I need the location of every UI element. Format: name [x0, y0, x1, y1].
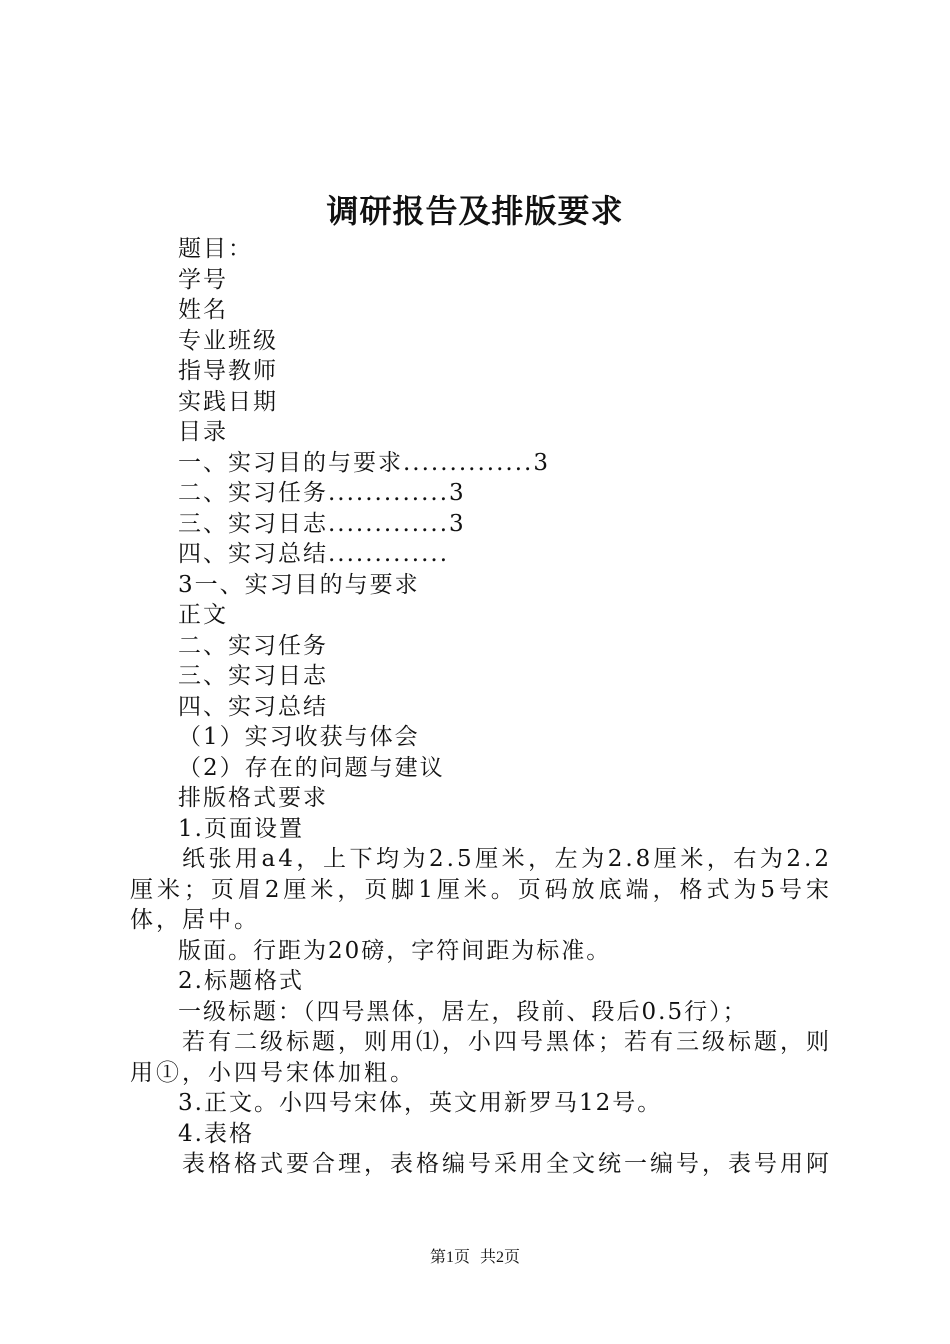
document-body [130, 234, 832, 1180]
subsection-heading: （1）实习收获与体会 [178, 724, 420, 750]
toc-item: 一、实习目的与要求..............3 [178, 449, 550, 476]
format-heading: 排版格式要求 [178, 785, 328, 811]
paragraph-level23: 若有二级标题，则用⑴，小四号黑体；若有三级标题，则用①，小四号宋体加粗。 [130, 1029, 832, 1086]
format-subheading: 4.表格 [178, 1120, 254, 1147]
page-total: 共2页 [480, 1249, 521, 1266]
section-heading: 二、实习任务 [178, 632, 328, 659]
field-topic: 题目： [178, 236, 253, 262]
paragraph-page-setup: 纸张用a4，上下均为2.5厘米，左为2.8厘米，右为2.2厘米；页眉2厘米，页脚1厘米。页码放底端，格式为5号宋体，居中。 [130, 846, 832, 933]
section-heading: 四、实习总结 [178, 693, 328, 720]
page-number: 第1页 [429, 1249, 470, 1266]
toc-item: 三、实习日志.............3 [178, 510, 466, 537]
field-date: 实践日期 [178, 388, 278, 415]
paragraph-level1: 一级标题：（四号黑体，居左，段前、段后0.5行）； [178, 998, 748, 1025]
subsection-heading: （2）存在的问题与建议 [178, 754, 445, 781]
section-heading: 3一、实习目的与要求 [178, 571, 420, 598]
paragraph-layout: 版面。行距为20磅，字符间距为标准。 [178, 937, 612, 964]
section-heading: 三、实习日志 [178, 663, 328, 689]
toc-item: 二、实习任务.............3 [178, 480, 466, 506]
section-heading: 正文 [178, 602, 228, 628]
paragraph-table: 表格格式要合理，表格编号采用全文统一编号，表号用阿 [182, 1151, 832, 1177]
page-footer [0, 1244, 950, 1267]
format-subheading: 1.页面设置 [178, 815, 304, 842]
field-name: 姓名 [178, 297, 228, 323]
field-advisor: 指导教师 [178, 358, 278, 384]
document-title: 调研报告及排版要求 [326, 192, 624, 230]
toc-item: 四、实习总结............. [178, 541, 450, 567]
paragraph-body-format: 3.正文。小四号宋体，英文用新罗马12号。 [178, 1090, 663, 1116]
format-subheading: 2.标题格式 [178, 968, 304, 994]
toc-heading: 目录 [178, 419, 228, 445]
field-class: 专业班级 [178, 327, 278, 354]
field-student-id: 学号 [178, 266, 228, 293]
